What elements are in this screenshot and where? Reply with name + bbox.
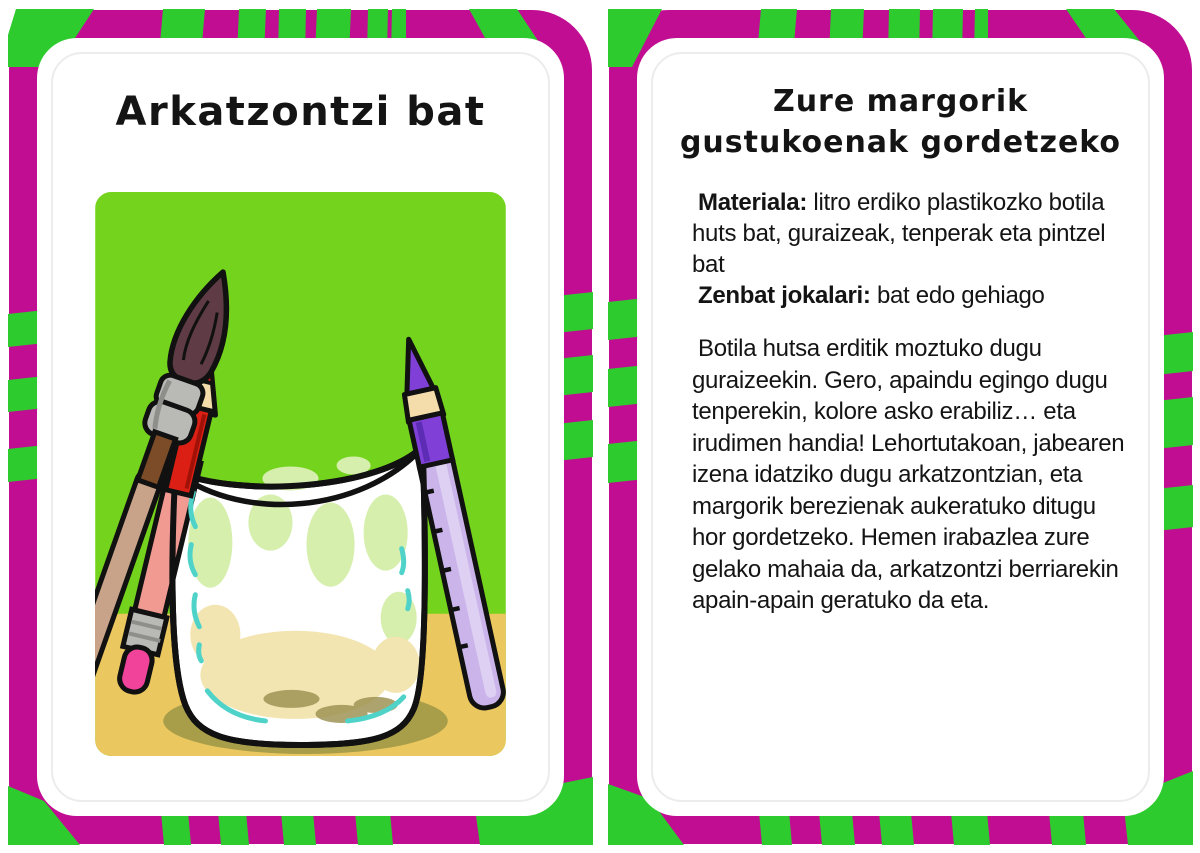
players-text: bat edo gehiago: [870, 282, 1045, 309]
back-card-title: [608, 81, 1193, 163]
back-card-title-line2: gustukoenak gordetzeko: [679, 125, 1122, 160]
materials-line: [692, 187, 1130, 280]
front-card-title: Arkatzontzi bat: [115, 89, 486, 135]
materials-text: litro erdiko plastikozko botila huts bat, guraizeak, tenperak eta pintzel bat: [692, 189, 1106, 278]
activity-card-front: [8, 9, 593, 845]
materials-label: Materiala:: [698, 189, 808, 216]
instructions-block: [692, 187, 1130, 617]
activity-card-back: [608, 9, 1193, 845]
players-line: [692, 280, 1130, 311]
back-card-title-line1: Zure margorik: [772, 84, 1029, 119]
players-label: Zenbat jokalari:: [698, 282, 871, 309]
instructions-body: Botila hutsa erditik moztuko dugu guraizeekin. Gero, apaindu egingo dugu tenperekin, kolore asko erabiliz… eta irudimen handia! Lehortutakoan, jabearen izena idatziko dugu arkatzontzian, eta margorik berezienak aukeratuko ditugu hor gordetzeko. Hemen irabazlea zure gelako mahaia da, arkatzontzi berriarekin apain-apain geratuko da eta.: [692, 335, 1125, 614]
pencil-holder-illustration: [95, 192, 506, 756]
